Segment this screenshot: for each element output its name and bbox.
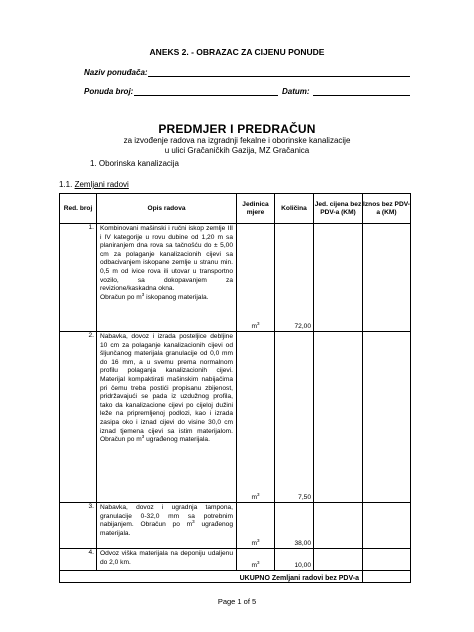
- superscript: 3: [141, 433, 145, 439]
- document-title: PREDMJER I PREDRAČUN: [158, 122, 316, 136]
- total-amount-cell[interactable]: [363, 571, 411, 583]
- row-description-tail: ugrađenog materijala.: [144, 436, 210, 444]
- date-label: Datum:: [282, 87, 310, 96]
- table-header-row: [60, 194, 411, 224]
- bill-of-quantities-table: [59, 193, 411, 583]
- row-unit: $m^3$: [237, 503, 275, 549]
- row-amount-cell[interactable]: [363, 549, 411, 571]
- page-number: Page 1 of 5: [217, 597, 257, 606]
- header-unit-price: Jed. cijena bez PDV-a (KM): [314, 194, 363, 224]
- table-row: [60, 332, 411, 503]
- row-description: Odvoz viška materijala na deponiju udaljenu do 2,0 km.: [97, 549, 237, 571]
- document-subtitle-1: za izvođenje radova na izgradnji fekalne i oborinske kanalizacije: [123, 136, 351, 145]
- row-quantity: 10,00: [275, 549, 314, 571]
- header-amount: Iznos bez PDV-a (KM): [363, 194, 411, 224]
- subsection-number: 1.1.: [59, 180, 73, 189]
- table-row: [60, 224, 411, 332]
- row-quantity: 38,00: [275, 503, 314, 549]
- date-line[interactable]: [313, 95, 410, 96]
- table-row: [60, 549, 411, 571]
- row-unit: $m^3$: [237, 224, 275, 332]
- total-label: UKUPNO Zemljani radovi bez PDV-a: [60, 571, 363, 583]
- row-quantity: 7,50: [275, 332, 314, 503]
- row-description-text: Nabavka, dovoz i ugradnja tampona, granulacije 0-32,0 mm sa potrebnim nabijanjem. Obračun po m: [100, 504, 233, 529]
- row-description: [97, 503, 237, 549]
- annex-heading: ANEKS 2. - OBRAZAC ZA CIJENU PONUDE: [149, 47, 325, 57]
- header-unit: Jedinica mjere: [237, 194, 275, 224]
- document-subtitle-2: u ulici Gračaničkih Gazija, MZ Gračanica: [164, 146, 310, 155]
- row-amount-cell[interactable]: [363, 503, 411, 549]
- row-number: 4.: [60, 549, 97, 571]
- row-number: 3.: [60, 503, 97, 549]
- row-unit: $m^3$: [237, 332, 275, 503]
- row-description-text: Kombinovani mašinski i ručni iskop zemlje III i IV kategorije u rovu dubine od 1,20 m sa planiranjem dna rova sa tačnošću do ± 5,00 cm za polaganje kanalizacionih cijevi sa odbacivanjem iskopane zemlje u stranu min. 0,5 m od ivice rova ili utovar u transportno vozilo, sa dokopavanjem za revizione/kaskadna okna.: [100, 225, 233, 293]
- row-amount-cell[interactable]: [363, 224, 411, 332]
- row-description: [97, 224, 237, 332]
- bidder-name-line[interactable]: [148, 76, 410, 77]
- offer-number-line[interactable]: [134, 95, 278, 96]
- superscript: 3: [141, 291, 145, 297]
- row-amount-cell[interactable]: [363, 332, 411, 503]
- row-unit-price-cell[interactable]: [314, 224, 363, 332]
- bidder-name-label: Naziv ponuđača:: [84, 68, 148, 77]
- total-row: [60, 571, 411, 583]
- header-quantity: Količina: [275, 194, 314, 224]
- section-heading: 1. Oborinska kanalizacija: [90, 159, 179, 168]
- row-description-text: Nabavka, dovoz i izrada posteljice debljine 10 cm za polaganje kanalizacionih cijevi od šljunčanog materijala granulacije od 0,0 mm do 16 mm, a u svemu prema normalnom profilu polaganja kanalizacionih cijevi. Materijal kompaktirati mašinskim nabijačima pri čemu treba postići propisanu zbijenost, pridržavajući se pada iz uzdužnog profila, tako da kanalizacione cijevi po cijeloj dužini leže na pripremljenoj podlozi, kao i izrada zasipa oko i iznad cijevi do visine 30,0 cm iznad tjemena cijevi sa istim materijalom. Obračun po m: [100, 333, 233, 444]
- header-item-number: Red. broj: [60, 194, 97, 224]
- offer-number-label: Ponuda broj:: [84, 87, 134, 96]
- row-unit-price-cell[interactable]: [314, 503, 363, 549]
- row-unit-price-cell[interactable]: [314, 332, 363, 503]
- subsection-name: Zemljani radovi: [74, 180, 129, 189]
- row-number: 1.: [60, 224, 97, 332]
- header-description: Opis radova: [97, 194, 237, 224]
- row-number: 2.: [60, 332, 97, 503]
- superscript: 3: [192, 519, 195, 524]
- subsection-heading: [59, 180, 129, 189]
- row-description: [97, 332, 237, 503]
- row-quantity: 72,00: [275, 224, 314, 332]
- row-unit: $m^3$: [237, 549, 275, 571]
- row-description-tail: iskopanog materijala.: [144, 293, 209, 301]
- row-description-text-2: Obračun po m: [100, 293, 142, 301]
- row-description-tail: ugrađenog materijala.: [100, 521, 233, 537]
- table-row: [60, 503, 411, 549]
- row-unit-price-cell[interactable]: [314, 549, 363, 571]
